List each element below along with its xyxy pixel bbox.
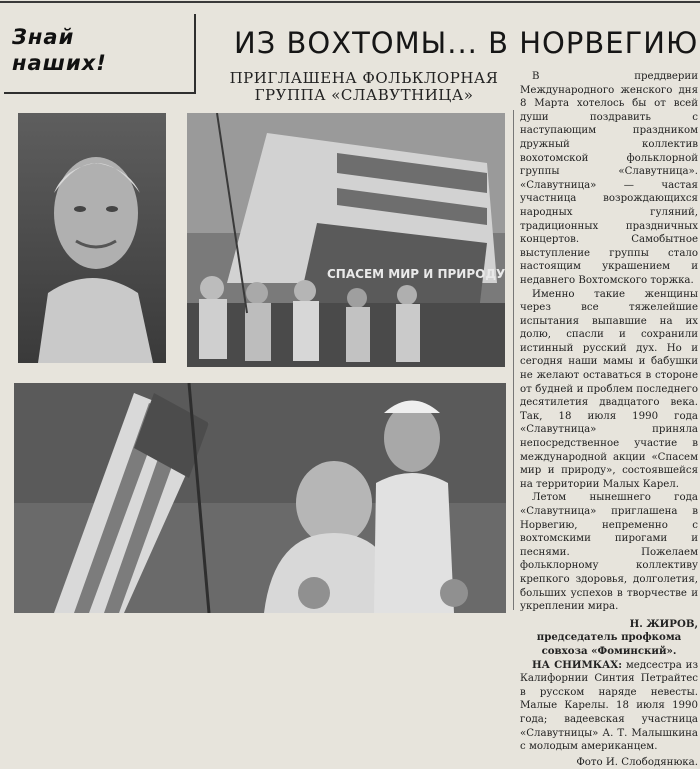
column-divider <box>513 110 514 610</box>
photo-credit: Фото И. Слободянюка. <box>576 756 698 768</box>
caption-text: медсестра из Калифорнии Синтия Петрайтес в русском наряде невесты. Малые Карелы. 18 июля 1990 года; вадеевская участница «Славутницы» А. Т. Малышкина с молодым американцем. <box>520 659 698 753</box>
top-rule <box>0 1 700 3</box>
article-paragraph: В преддверии Международного женского дня 8 Марта хотелось бы от всей души поздравить с наступающим праздником дружный коллектив вохотомской фольклорной группы «Славутница». «Славутница» — частая участница возрождающихся народных гуляний, традиционных праздничных концертов. Самобытное выступление группы стало настоящим украшением и недавнего Вохтомского торжка. <box>520 71 698 286</box>
caption-label: НА СНИМКАХ: <box>532 658 622 671</box>
article-subheadline: ПРИГЛАШЕНА ФОЛЬКЛОРНАЯ ГРУППА «СЛАВУТНИЦА» <box>229 69 499 104</box>
kicker-label: Знай наших! <box>12 25 107 75</box>
rally-photo <box>187 113 505 367</box>
article-paragraph: Летом нынешнего года «Славутница» приглашена в Норвегию, непременно с вохтомскими пирогами и песнями. Пожелаем фольклорному коллективу крепкого здоровья, долголетия, больших успехов в творчестве и укреплении мира. <box>520 492 698 613</box>
women-with-flag-photo <box>14 383 506 613</box>
portrait-photo <box>18 113 166 363</box>
photo-caption <box>520 659 698 754</box>
article-paragraph: Именно такие женщины через все тяжелейшие испытания выпавшие на их долю, спасли и сохранили истинный русский дух. Но и сегодня наши мамы и бабушки не желают оставаться в стороне от будней и проблем последнего десятилетия двадцатого века. Так, 18 июля 1990 года «Славутница» приняла непосредственное участие в международной акции «Спасем мир и природу», состоявшейся на территории Малых Карел. <box>520 288 698 490</box>
author-signature: Н. ЖИРОВ, <box>629 617 698 630</box>
author-position: председатель профкома совхоза «Фоминский». <box>536 631 682 657</box>
article-headline: ИЗ ВОХТОМЫ... В НОРВЕГИЮ <box>234 26 699 60</box>
banner-text: СПАСЕМ МИР И ПРИРОДУ <box>327 267 505 281</box>
article-column <box>520 70 698 769</box>
